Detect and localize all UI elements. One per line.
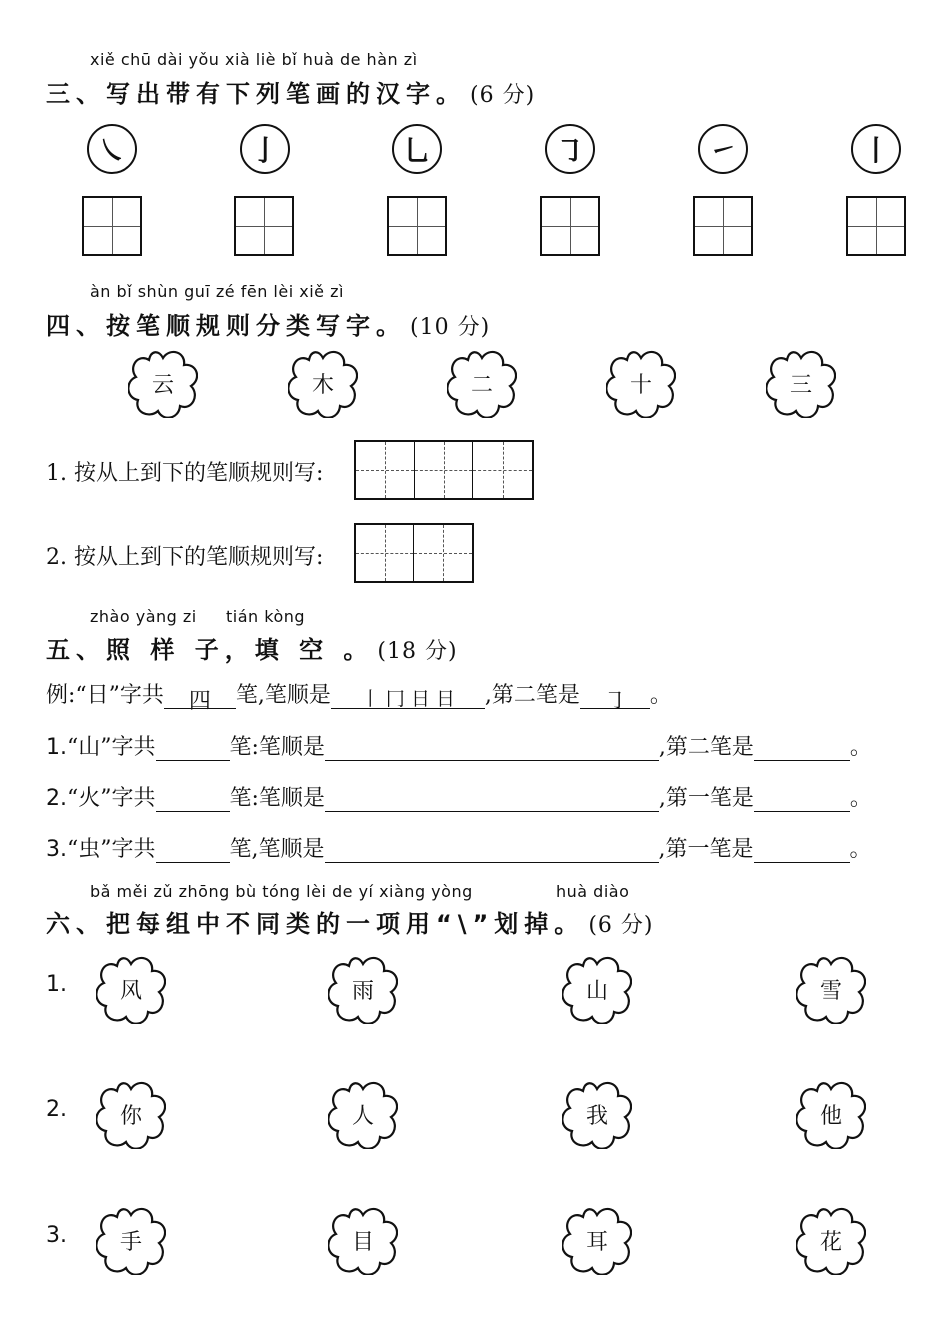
question-end: 。 (849, 786, 872, 811)
stroke-circle-4: ㇆ (545, 124, 595, 174)
flower-label: 你 (119, 1103, 142, 1129)
section4-title (46, 306, 490, 341)
section3-title-text: 三、写出带有下列笔画的汉字。 (46, 80, 466, 108)
writing-box-4[interactable] (540, 196, 600, 256)
section3-title (46, 74, 535, 109)
section6-title (46, 904, 653, 939)
example-suffix: ,第二笔是 (484, 683, 580, 708)
flower-label: 山 (585, 978, 608, 1004)
flower-label: 风 (119, 978, 142, 1004)
flower-option[interactable] (796, 954, 866, 1024)
section3-score: (6 分) (470, 83, 536, 108)
question-end: 。 (849, 837, 872, 862)
writing-box-3[interactable] (387, 196, 447, 256)
flower-label: 目 (351, 1229, 374, 1255)
flower-label: 十 (629, 372, 652, 398)
example-answer: ㇆ (580, 684, 650, 709)
section6-pinyin-a: bǎ měi zǔ zhōng bù tóng lèi de yí xiàng yòng (90, 882, 473, 901)
section3-pinyin: xiě chū dài yǒu xià liè bǐ huà de hàn zì (90, 50, 418, 69)
section5-example (46, 678, 672, 714)
stroke-answer-blank[interactable] (754, 736, 850, 761)
example-end: 。 (649, 683, 672, 708)
question-mid: 笔,笔顺是 (229, 837, 325, 862)
section4-q2-grid[interactable] (354, 523, 474, 583)
flower-label: 我 (585, 1103, 608, 1129)
section4-score: (10 分) (410, 315, 491, 340)
stroke-order-blank[interactable] (325, 787, 659, 812)
question-suffix: ,第一笔是 (658, 837, 754, 862)
flower-option[interactable] (562, 954, 632, 1024)
stroke-circle-6: 丨 (851, 124, 901, 174)
section5-score: (18 分) (377, 639, 458, 664)
flower-option[interactable] (328, 1079, 398, 1149)
section6-pinyin-b: huà diào (556, 882, 630, 901)
flower-option[interactable] (796, 1205, 866, 1275)
flower-label: 木 (311, 372, 334, 398)
flower-char (128, 348, 198, 418)
group-number: 2. (46, 1097, 67, 1122)
grid-cell[interactable] (414, 525, 472, 581)
question-prefix: “火”字共 (67, 786, 156, 811)
flower-label: 云 (151, 372, 174, 398)
stroke-answer-blank[interactable] (754, 787, 850, 812)
writing-box-6[interactable] (846, 196, 906, 256)
question-mid: 笔:笔顺是 (229, 786, 325, 811)
flower-label: 雪 (819, 978, 842, 1004)
writing-box-2[interactable] (234, 196, 294, 256)
grid-cell[interactable] (356, 525, 414, 581)
section4-pinyin: àn bǐ shùn guī zé fēn lèi xiě zì (90, 282, 344, 301)
grid-cell[interactable] (356, 442, 415, 498)
stroke-circle-1: ㇏ (87, 124, 137, 174)
stroke-circle-5: ㇀ (698, 124, 748, 174)
flower-char (447, 348, 517, 418)
flower-option[interactable] (562, 1205, 632, 1275)
section4-q2-label: 2. 按从上到下的笔顺规则写: (46, 545, 324, 570)
stroke-count-blank[interactable] (156, 787, 230, 812)
question-number: 3. (46, 837, 67, 862)
flower-char (606, 348, 676, 418)
stroke-order-blank[interactable] (325, 838, 659, 863)
flower-char (288, 348, 358, 418)
question-suffix: ,第二笔是 (658, 735, 754, 760)
question-number: 2. (46, 786, 67, 811)
question-prefix: “山”字共 (67, 735, 156, 760)
question-number: 1. (46, 735, 67, 760)
stroke-circle-3: 乚 (392, 124, 442, 174)
section4-q1-grid[interactable] (354, 440, 534, 500)
stroke-count-blank[interactable] (156, 736, 230, 761)
flower-label: 他 (819, 1103, 842, 1129)
example-mid: 笔,笔顺是 (235, 683, 331, 708)
section5-question-2 (46, 781, 872, 812)
section5-question-1 (46, 730, 872, 761)
flower-option[interactable] (96, 1079, 166, 1149)
writing-box-1[interactable] (82, 196, 142, 256)
flower-label: 三 (789, 372, 812, 398)
stroke-order-blank[interactable] (325, 736, 659, 761)
section5-pinyin-b: tián kòng (226, 607, 306, 626)
question-suffix: ,第一笔是 (658, 786, 754, 811)
flower-label: 二 (470, 372, 493, 398)
section4-q1-label: 1. 按从上到下的笔顺规则写: (46, 461, 324, 486)
stroke-answer-blank[interactable] (754, 838, 850, 863)
section5-title-text: 五、照 样 子，填 空 。 (46, 636, 374, 664)
section4-title-text: 四、按笔顺规则分类写字。 (46, 312, 406, 340)
writing-box-5[interactable] (693, 196, 753, 256)
section5-question-3 (46, 832, 872, 863)
section5-pinyin-a: zhào yàng zi (90, 607, 197, 626)
flower-option[interactable] (96, 954, 166, 1024)
question-end: 。 (849, 735, 872, 760)
flower-label: 耳 (585, 1229, 608, 1255)
group-number: 1. (46, 972, 67, 997)
group-number: 3. (46, 1223, 67, 1248)
flower-label: 人 (351, 1103, 374, 1129)
flower-option[interactable] (96, 1205, 166, 1275)
flower-label: 花 (819, 1229, 842, 1255)
example-order: 丨 冂 日 日 (331, 684, 485, 709)
section5-title (46, 630, 458, 665)
stroke-circle-2: 亅 (240, 124, 290, 174)
grid-cell[interactable] (415, 442, 474, 498)
flower-option[interactable] (328, 1205, 398, 1275)
example-count: 四 (164, 684, 236, 709)
question-prefix: “虫”字共 (67, 837, 156, 862)
section6-score: (6 分) (588, 913, 654, 938)
flower-option[interactable] (328, 954, 398, 1024)
example-prefix: 例:“日”字共 (46, 683, 164, 708)
flower-char (766, 348, 836, 418)
flower-label: 手 (119, 1229, 142, 1255)
flower-option[interactable] (562, 1079, 632, 1149)
flower-label: 雨 (351, 978, 374, 1004)
flower-option[interactable] (796, 1079, 866, 1149)
stroke-count-blank[interactable] (156, 838, 230, 863)
section6-title-text: 六、把每组中不同类的一项用“\”划掉。 (46, 910, 585, 938)
question-mid: 笔:笔顺是 (229, 735, 325, 760)
grid-cell[interactable] (473, 442, 532, 498)
